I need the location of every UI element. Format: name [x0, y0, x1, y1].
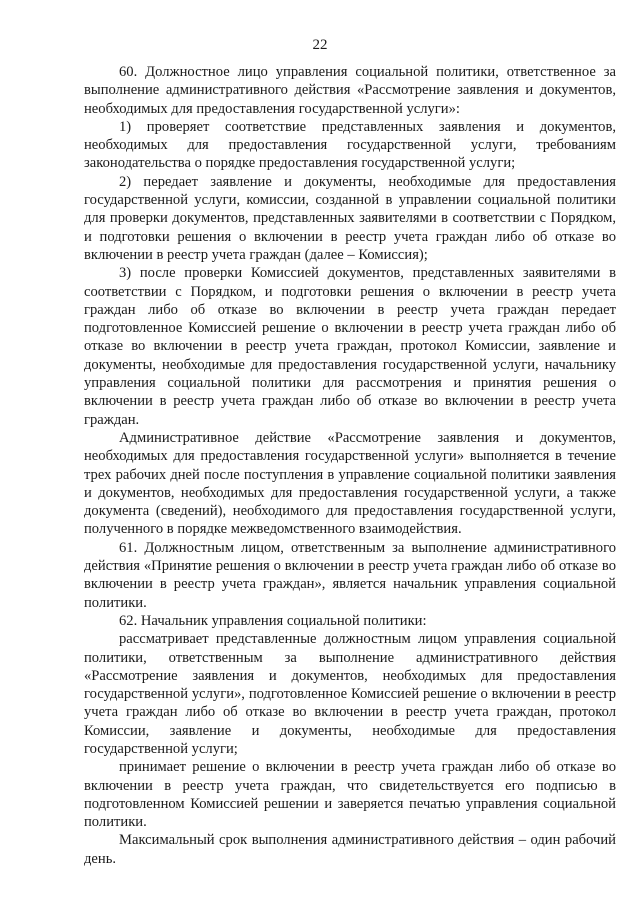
document-body [84, 63, 616, 868]
paragraph-60-deadline: Административное действие «Рассмотрение заявления и документов, необходимых для предоставления государственной услуги» выполняется в течение трех рабочих дней после поступления в управление социальной политики заявления и документов, необходимых для предоставления государственной услуги, а также документа (сведений), необходимого для предоставления государственной услуги, полученного в порядке межведомственного взаимодействия. [84, 429, 616, 538]
paragraph-62-review: рассматривает представленные должностным лицом управления социальной политики, ответственным за выполнение административного действия «Рассмотрение заявления и документов, необходимых для предоставления государственной услуги», подготовленное Комиссией решение о включении в реестр учета граждан либо об отказе во включении в реестр учета граждан, протокол Комиссии, заявление и документы, необходимые для предоставления государственной услуги; [84, 631, 616, 757]
paragraph-max-term: Максимальный срок выполнения административного действия – один рабочий день. [84, 832, 616, 867]
paragraph-60-item-2: 2) передает заявление и документы, необходимые для предоставления государственной услуги, комиссии, созданной в управлении социальной политики для проверки документов, представленных заявителями в соответствии с Порядком, и подготовки решения о включении в реестр учета граждан либо об отказе во включении в реестр учета граждан (далее – Комиссия); [84, 173, 616, 263]
page-number: 22 [312, 37, 328, 53]
paragraph-62: 62. Начальник управления социальной политики: [119, 612, 427, 629]
paragraph-60-item-1: 1) проверяет соответствие представленных заявления и документов, необходимых для предоставления государственной услуги, требованиям законодательства о порядке предоставления государственной услуги; [84, 118, 616, 172]
paragraph-62-decision: принимает решение о включении в реестр учета граждан либо об отказе во включении в реестр учета граждан, что свидетельствуется его подписью в подготовленном Комиссией решении и заверяется печатью управления социальной политики. [84, 759, 616, 831]
paragraph-60-item-3: 3) после проверки Комиссией документов, представленных заявителями в соответствии с Порядком, и подготовки решения о включении в реестр учета граждан либо об отказе во включении в реестр учета граждан передает подготовленное Комиссией решение о включении в реестр учета граждан либо об отказе во включении в реестр учета граждан, протокол Комиссии, заявление и документы, необходимые для предоставления государственной услуги, начальнику управления социальной политики для рассмотрения и принятия решения о включении в реестр учета граждан либо об отказе во включении в реестр учета граждан. [84, 265, 616, 428]
paragraph-60: 60. Должностное лицо управления социальной политики, ответственное за выполнение административного действия «Рассмотрение заявления и документов, необходимых для предоставления государственной услуги»: [84, 64, 616, 117]
paragraph-61: 61. Должностным лицом, ответственным за выполнение административного действия «Принятие решения о включении в реестр учета граждан либо об отказе во включении в реестр учета граждан», является начальник управления социальной политики. [84, 539, 616, 611]
